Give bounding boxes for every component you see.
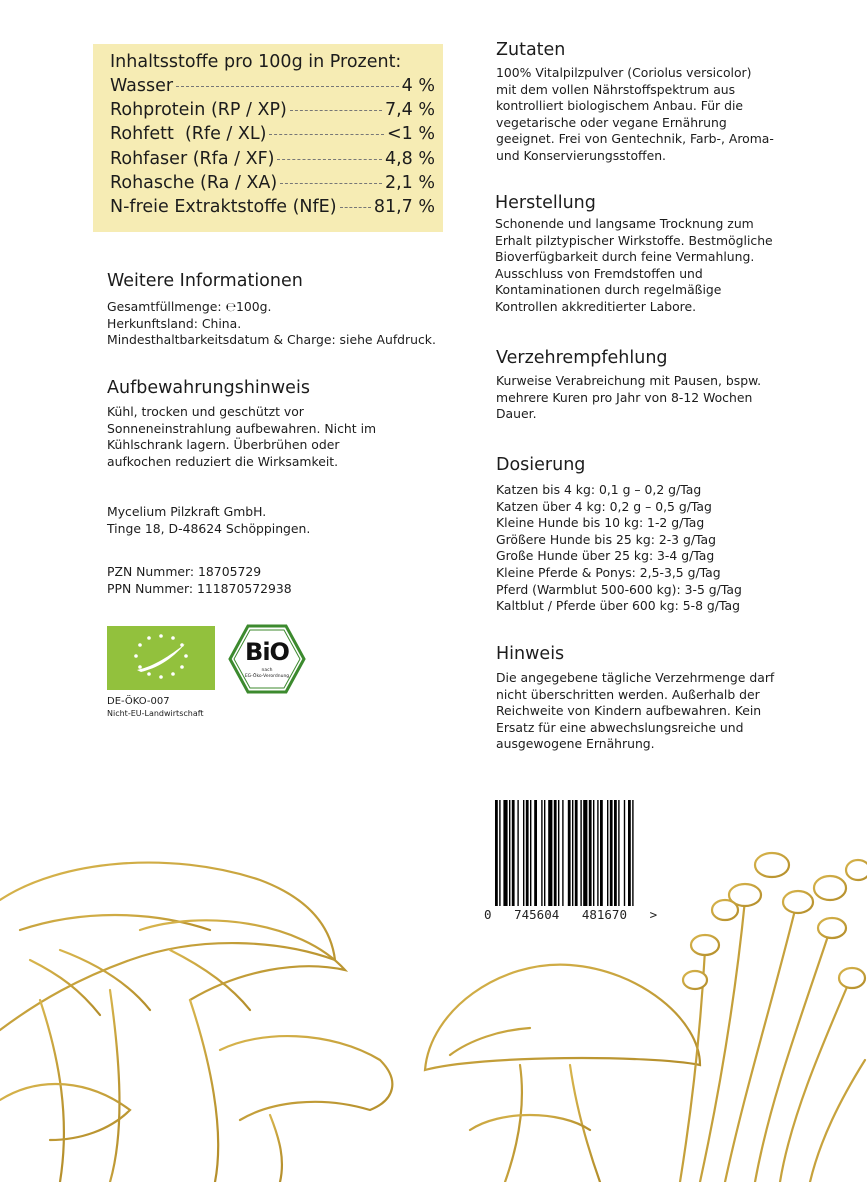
production-line: Kontrollen akkreditierter Labore. bbox=[495, 298, 697, 314]
barcode-bar bbox=[593, 800, 594, 906]
barcode-bar bbox=[610, 800, 613, 906]
dosage-line: Kleine Pferde & Ponys: 2,5-3,5 g/Tag bbox=[496, 564, 721, 580]
barcode-bar bbox=[544, 800, 545, 906]
notice-text bbox=[496, 670, 796, 753]
nutrient-label: N-freie Extraktstoffe (NfE) bbox=[110, 197, 337, 218]
info-line: Mindesthaltbarkeitsdatum & Charge: siehe Aufdruck. bbox=[107, 332, 436, 348]
barcode-bar bbox=[517, 800, 518, 906]
nutrient-row bbox=[110, 147, 435, 171]
barcode-bar bbox=[530, 800, 531, 906]
barcode bbox=[495, 800, 675, 906]
notice-line: ausgewogene Ernährung. bbox=[496, 736, 655, 752]
nutrient-row bbox=[110, 74, 435, 98]
nutrient-label: Rohfaser (Rfa / XF) bbox=[110, 148, 275, 169]
dosage-line: Kaltblut / Pferde über 600 kg: 5-8 g/Tag bbox=[496, 598, 740, 614]
nutrient-value: 4 % bbox=[401, 76, 435, 96]
company-street: Tinge 18, D-48624 Schöppingen. bbox=[107, 520, 311, 536]
bio-seal-caption-line: nach bbox=[261, 668, 273, 673]
dotted-leader bbox=[290, 110, 382, 111]
barcode-bar bbox=[583, 800, 587, 906]
barcode-bar bbox=[512, 800, 515, 906]
production-heading: Herstellung bbox=[495, 193, 596, 213]
ingredients-heading: Zutaten bbox=[496, 40, 566, 60]
company-name: Mycelium Pilzkraft GmbH. bbox=[107, 504, 267, 519]
barcode-bar bbox=[607, 800, 608, 906]
bio-seal-caption-line: EG-Öko-Verordnung bbox=[244, 674, 290, 679]
nutrient-value: 7,4 % bbox=[384, 100, 435, 121]
production-line: Bioverfügbarkeit durch feine Vermahlung. bbox=[495, 249, 755, 265]
ingredients-line: geeignet. Frei von Gentechnik, Farb-, Aroma- bbox=[496, 131, 774, 147]
storage-line: Sonneneinstrahlung aufbewahren. Nicht im bbox=[107, 420, 377, 436]
nutrient-value: 2,1 % bbox=[384, 172, 435, 193]
barcode-bar bbox=[575, 800, 578, 906]
barcode-bar bbox=[541, 800, 542, 906]
mushroom-illustration-icon bbox=[0, 840, 867, 1182]
dotted-leader bbox=[280, 183, 382, 184]
notice-line: Die angegebene tägliche Verzehrmenge darf bbox=[496, 670, 775, 685]
bio-seal-logo bbox=[228, 624, 306, 694]
barcode-digits: 0 745604 481670 > bbox=[484, 907, 658, 922]
barcode-bar bbox=[523, 800, 524, 906]
ingredients-line: mit dem vollen Nährstoffspektrum aus bbox=[496, 81, 736, 97]
barcode-bar bbox=[614, 800, 617, 906]
eu-organic-logo bbox=[107, 626, 215, 690]
storage-line: Kühlschrank lagern. Überbrühen oder bbox=[107, 437, 340, 453]
barcode-bar bbox=[558, 800, 559, 906]
company-address bbox=[107, 504, 367, 537]
barcode-bar bbox=[503, 800, 507, 906]
barcode-bar bbox=[600, 800, 603, 906]
recommendation-line: Dauer. bbox=[496, 406, 537, 422]
dosage-line: Kleine Hunde bis 10 kg: 1-2 g/Tag bbox=[496, 515, 705, 531]
barcode-bar bbox=[632, 800, 633, 906]
eu-leaf-icon bbox=[107, 626, 215, 690]
barcode-bar bbox=[509, 800, 510, 906]
barcode-bar bbox=[534, 800, 537, 906]
dotted-leader bbox=[277, 159, 381, 160]
dotted-leader bbox=[176, 86, 399, 87]
storage-heading: Aufbewahrungshinweis bbox=[107, 378, 310, 398]
dosage-line: Große Hunde über 25 kg: 3-4 g/Tag bbox=[496, 548, 715, 564]
ingredients-line: 100% Vitalpilzpulver (Coriolus versicolor) bbox=[496, 65, 752, 80]
nutrient-label: Wasser bbox=[110, 76, 174, 96]
info-text bbox=[107, 299, 447, 349]
dosage-line: Katzen über 4 kg: 0,2 g – 0,5 g/Tag bbox=[496, 498, 712, 514]
barcode-bar bbox=[495, 800, 498, 906]
notice-line: Reichweite von Kindern aufbewahren. Kein bbox=[496, 703, 762, 719]
ingredients-text bbox=[496, 65, 786, 165]
dosage-line: Katzen bis 4 kg: 0,1 g – 0,2 g/Tag bbox=[496, 482, 702, 497]
nutrient-value: 81,7 % bbox=[373, 197, 435, 218]
dosage-line: Pferd (Warmblut 500-600 kg): 3-5 g/Tag bbox=[496, 581, 742, 597]
production-line: Erhalt pilztypischer Wirkstoffe. Bestmögliche bbox=[495, 232, 773, 248]
nutrient-table bbox=[93, 44, 443, 232]
nutrient-value: 4,8 % bbox=[384, 148, 435, 169]
barcode-bar bbox=[548, 800, 552, 906]
dosage-list bbox=[496, 482, 796, 615]
barcode-bar bbox=[589, 800, 592, 906]
nutrient-label: Rohprotein (RP / XP) bbox=[110, 100, 287, 121]
production-text bbox=[495, 216, 795, 316]
ppn-number: PPN Nummer: 111870572938 bbox=[107, 580, 292, 596]
info-line: Herkunftsland: China. bbox=[107, 315, 242, 331]
production-line: Ausschluss von Fremdstoffen und bbox=[495, 265, 703, 281]
barcode-bar bbox=[562, 800, 563, 906]
organic-code: DE-ÖKO-007 bbox=[107, 696, 170, 707]
production-line: Kontaminationen durch regelmäßige bbox=[495, 282, 722, 298]
info-heading: Weitere Informationen bbox=[107, 271, 303, 291]
dosage-line: Größere Hunde bis 25 kg: 2-3 g/Tag bbox=[496, 531, 717, 547]
recommendation-heading: Verzehrempfehlung bbox=[496, 348, 668, 368]
ingredients-line: kontrolliert biologischem Anbau. Für die bbox=[496, 98, 744, 114]
recommendation-line: mehrere Kuren pro Jahr von 8-12 Wochen bbox=[496, 389, 753, 405]
product-ids bbox=[107, 564, 367, 597]
nutrient-row bbox=[110, 122, 435, 146]
notice-heading: Hinweis bbox=[496, 644, 565, 664]
dotted-leader bbox=[340, 207, 371, 208]
nutrient-value: <1 % bbox=[387, 124, 435, 145]
storage-text bbox=[107, 404, 407, 470]
nutrient-row bbox=[110, 195, 435, 219]
storage-line: aufkochen reduziert die Wirksamkeit. bbox=[107, 453, 339, 469]
barcode-bar bbox=[628, 800, 631, 906]
nutrient-label: Rohfett (Rfe / XL) bbox=[110, 124, 267, 145]
barcode-bar bbox=[618, 800, 619, 906]
ingredients-line: und Konservierungsstoffen. bbox=[496, 147, 666, 163]
barcode-bar bbox=[597, 800, 598, 906]
barcode-bar bbox=[554, 800, 557, 906]
bio-seal-word: BiO bbox=[245, 638, 289, 666]
barcode-bar bbox=[526, 800, 529, 906]
organic-origin: Nicht-EU-Landwirtschaft bbox=[107, 709, 204, 718]
ingredients-line: vegetarische oder vegane Ernährung bbox=[496, 114, 727, 130]
barcode-bar bbox=[499, 800, 500, 906]
dosage-heading: Dosierung bbox=[496, 455, 586, 475]
recommendation-text bbox=[496, 373, 796, 423]
barcode-bar bbox=[580, 800, 581, 906]
barcode-bar bbox=[572, 800, 573, 906]
nutrient-table-title: Inhaltsstoffe pro 100g in Prozent: bbox=[110, 52, 402, 72]
barcode-bar bbox=[568, 800, 571, 906]
nutrient-row bbox=[110, 171, 435, 195]
nutrient-label: Rohasche (Ra / XA) bbox=[110, 172, 278, 193]
recommendation-line: Kurweise Verabreichung mit Pausen, bspw. bbox=[496, 373, 762, 388]
notice-line: nicht überschritten werden. Außerhalb der bbox=[496, 686, 760, 702]
info-line: Gesamtfüllmenge: ℮100g. bbox=[107, 299, 272, 314]
nutrient-row bbox=[110, 98, 435, 122]
dotted-leader bbox=[269, 134, 384, 135]
production-line: Schonende und langsame Trocknung zum bbox=[495, 216, 754, 231]
pzn-number: PZN Nummer: 18705729 bbox=[107, 564, 262, 579]
notice-line: Ersatz für eine abwechslungsreiche und bbox=[496, 719, 744, 735]
storage-line: Kühl, trocken und geschützt vor bbox=[107, 404, 304, 419]
bio-seal-caption bbox=[228, 668, 306, 680]
barcode-bar bbox=[624, 800, 625, 906]
